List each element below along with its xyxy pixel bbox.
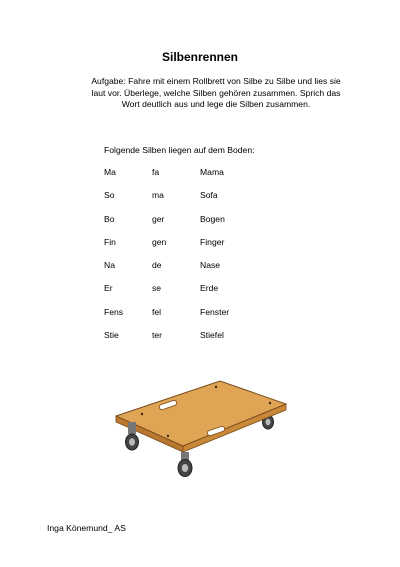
wheel bbox=[178, 452, 192, 477]
syllable-second: ger bbox=[152, 213, 165, 224]
page-title: Silbenrennen bbox=[161, 50, 238, 64]
task-line: Aufgabe: Fahre mit einem Rollbrett von Silbe zu Silbe und lies sie bbox=[91, 76, 341, 86]
syllable-second: fa bbox=[152, 167, 160, 177]
task-line: Wort deutlich aus und lege die Silben zusammen. bbox=[121, 99, 311, 109]
syllable-second: se bbox=[152, 283, 162, 294]
syllable-first: Ma bbox=[104, 167, 116, 177]
author-credit: Inga Könemund_ AS bbox=[47, 523, 126, 533]
syllable-second: ma bbox=[152, 190, 164, 201]
syllable-first: Na bbox=[104, 260, 115, 271]
syllable-first: Bo bbox=[104, 213, 115, 224]
screw bbox=[215, 386, 217, 388]
task-line: laut vor. Überlege, welche Silben gehören zusammen. Sprich das bbox=[91, 87, 341, 98]
syllable-first: Er bbox=[104, 283, 113, 294]
word: Stiefel bbox=[200, 330, 224, 341]
syllable-second: de bbox=[152, 260, 162, 271]
syllable-first: Fens bbox=[104, 306, 124, 317]
syllable-first: So bbox=[104, 190, 115, 201]
word: Fenster bbox=[200, 306, 230, 317]
syllables-intro: Folgende Silben liegen auf dem Boden: bbox=[104, 145, 255, 155]
screw bbox=[141, 413, 143, 415]
word: Nase bbox=[200, 260, 221, 271]
task-instructions bbox=[66, 76, 366, 111]
word: Sofa bbox=[200, 190, 218, 201]
syllable-second: ter bbox=[152, 330, 163, 341]
syllable-second: fel bbox=[152, 306, 162, 317]
screw bbox=[167, 435, 169, 437]
rollbrett-illustration bbox=[112, 372, 298, 484]
word: Finger bbox=[200, 236, 225, 247]
syllable-second: gen bbox=[152, 236, 167, 247]
syllable-first: Stie bbox=[104, 330, 119, 341]
word: Erde bbox=[200, 283, 219, 294]
word: Mama bbox=[200, 167, 224, 177]
screw bbox=[269, 402, 271, 404]
word: Bogen bbox=[200, 213, 225, 224]
syllable-first: Fin bbox=[104, 236, 116, 247]
